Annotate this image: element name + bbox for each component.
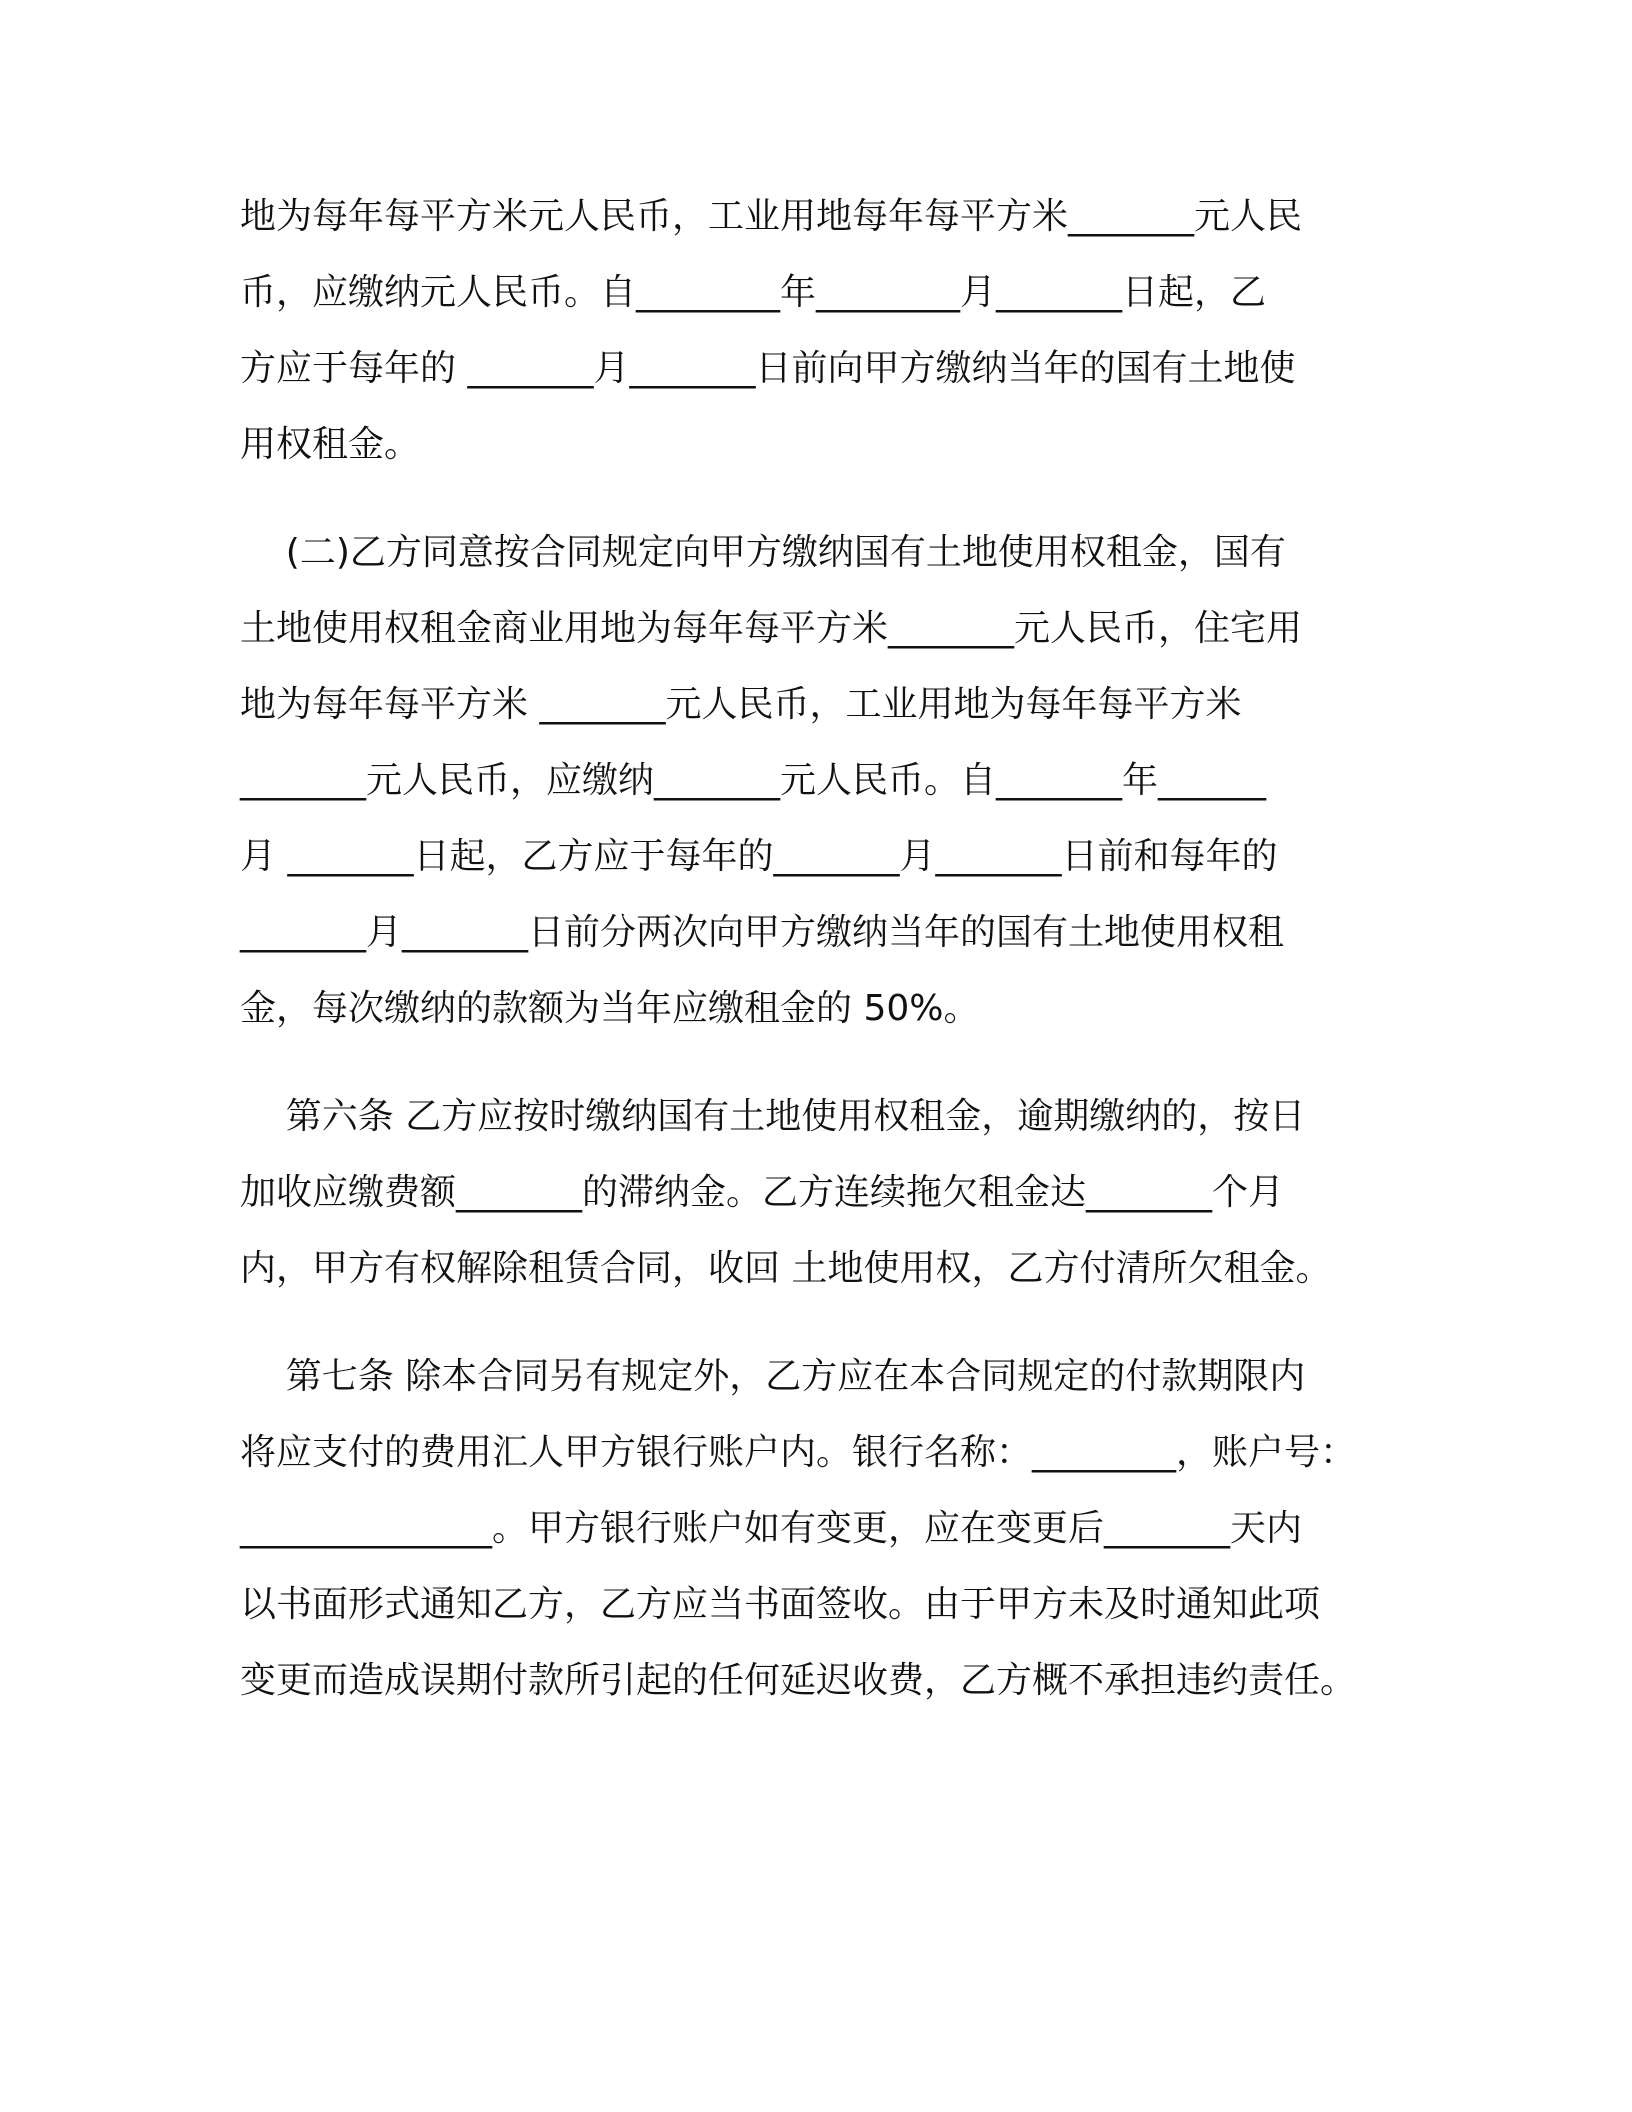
text-line: (二)乙方同意按合同规定向甲方缴纳国有土地使用权租金，国有 (240, 532, 1286, 573)
text-line: 地为每年每平方米 _______元人民币，工业用地为每年每平方米 (240, 684, 1242, 725)
text-line: 地为每年每平方米元人民币，工业用地每年每平方米_______元人民 (240, 196, 1303, 237)
text-line: 用权租金。 (240, 424, 421, 465)
text-line: 加收应缴费额_______的滞纳金。乙方连续拖欠租金达_______个月 (240, 1172, 1285, 1213)
text-line: 变更而造成误期付款所引起的任何延迟收费，乙方概不承担违约责任。 (240, 1660, 1357, 1701)
text-line: 金，每次缴纳的款额为当年应缴租金的 50%。 (240, 988, 980, 1029)
text-line: 第六条 乙方应按时缴纳国有土地使用权租金，逾期缴纳的，按日 (240, 1096, 1306, 1137)
text-line: 币，应缴纳元人民币。自________年________月_______日起，乙 (240, 272, 1267, 313)
text-line: 方应于每年的 _______月_______日前向甲方缴纳当年的国有土地使 (240, 348, 1296, 389)
text-line: 第七条 除本合同另有规定外，乙方应在本合同规定的付款期限内 (240, 1356, 1306, 1397)
text-line: 月 _______日起，乙方应于每年的_______月_______日前和每年的 (240, 836, 1278, 877)
text-line: 内，甲方有权解除租赁合同，收回 土地使用权，乙方付清所欠租金。 (240, 1248, 1332, 1289)
text-line: _______月_______日前分两次向甲方缴纳当年的国有土地使用权租 (240, 912, 1285, 953)
text-line: ______________。甲方银行账户如有变更，应在变更后_______天内 (240, 1508, 1303, 1549)
text-line: 将应支付的费用汇人甲方银行账户内。银行名称：________，账户号： (240, 1432, 1357, 1473)
text-line: 土地使用权租金商业用地为每年每平方米_______元人民币，住宅用 (240, 608, 1303, 649)
text-line: 以书面形式通知乙方，乙方应当书面签收。由于甲方未及时通知此项 (240, 1584, 1321, 1625)
text-line: _______元人民币，应缴纳_______元人民币。自_______年______ (240, 760, 1267, 801)
